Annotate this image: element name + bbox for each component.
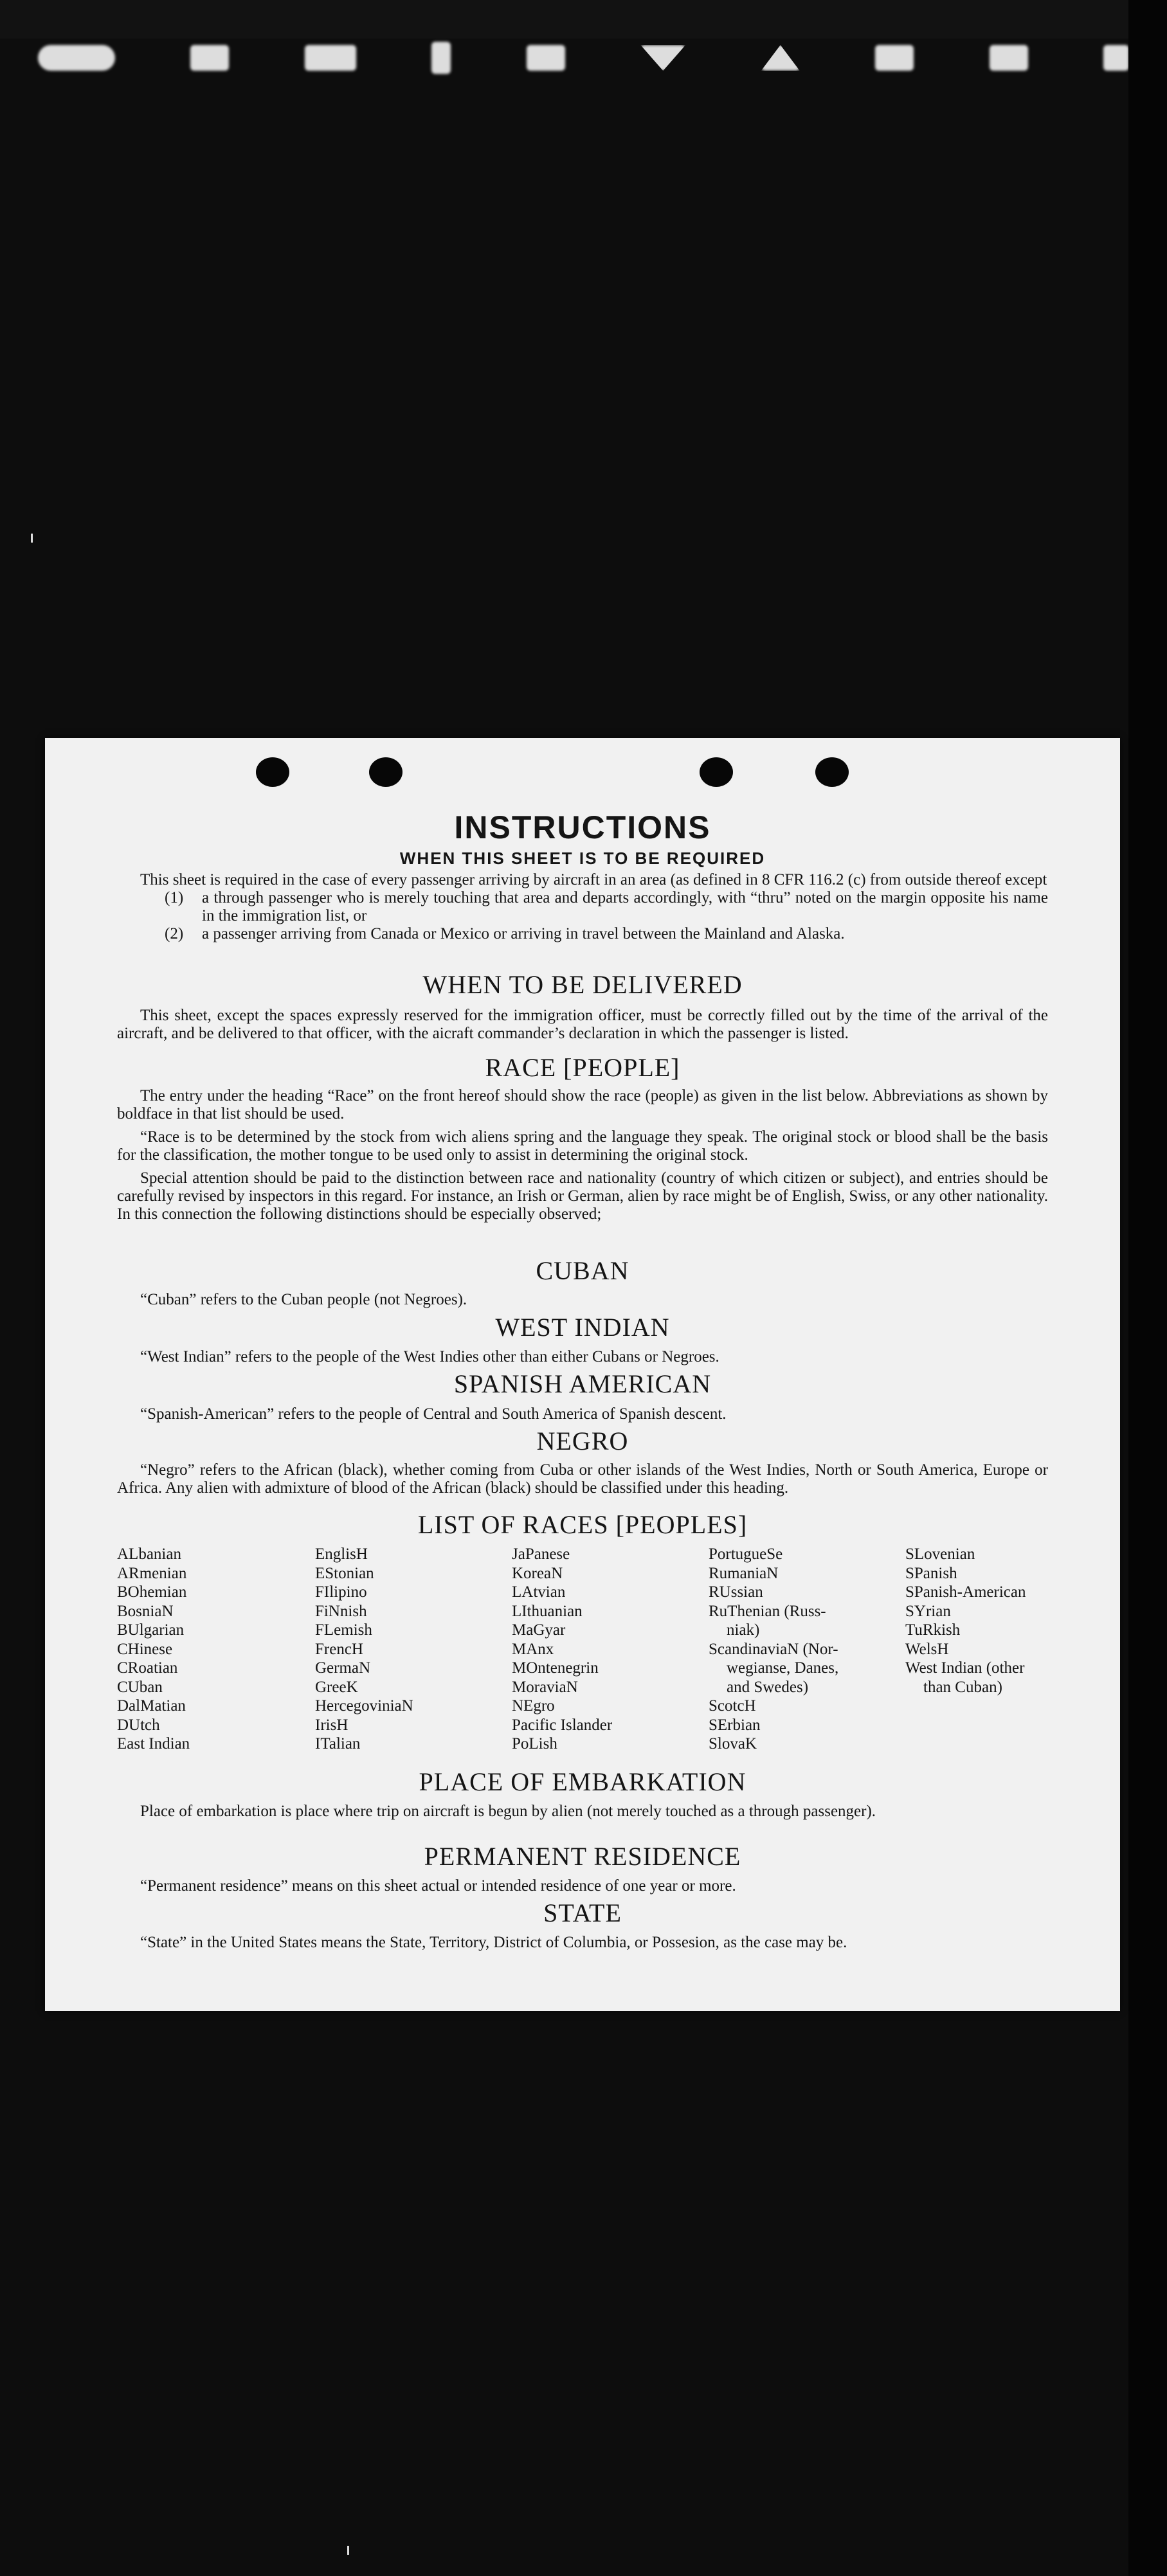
race-entry: SErbian xyxy=(709,1716,761,1734)
film-mark xyxy=(990,45,1028,71)
race-entry: SlovaK xyxy=(709,1735,757,1752)
race-entry: JaPanese xyxy=(512,1545,570,1563)
race-entry: ScotcH xyxy=(709,1697,756,1715)
exception-number: (1) xyxy=(165,889,184,906)
race-entry: BosniaN xyxy=(117,1602,174,1620)
race-entry-continuation: than Cuban) xyxy=(923,1678,1002,1696)
exception-text: a passenger arriving from Canada or Mexico or arriving in travel between the Mainland and Alaska. xyxy=(202,925,845,942)
film-mark xyxy=(305,45,356,71)
film-mark xyxy=(527,45,565,71)
instructions-title: INSTRUCTIONS xyxy=(454,809,711,845)
races-list-heading: LIST OF RACES [PEOPLES] xyxy=(417,1510,748,1539)
race-entry: RUssian xyxy=(709,1583,763,1601)
race-paragraph: The entry under the heading “Race” on the front hereof should show the race (people) as given in the list below. Abbreviations as shown by boldface in that list should be used. xyxy=(117,1087,1048,1122)
race-entry: MaGyar xyxy=(512,1621,566,1639)
instructions-subtitle: WHEN THIS SHEET IS TO BE REQUIRED xyxy=(399,849,766,868)
race-paragraph: Special attention should be paid to the distinction between race and nationality (country of which citizen or subject), and entries should be carefully revised by inspectors in this regard. For instance, an Irish or German, alien by race might be of English, Swiss, or any other nationality. In this connection the following distinctions should be especially observed; xyxy=(117,1169,1048,1223)
race-entry: SLovenian xyxy=(905,1545,975,1563)
negro-section xyxy=(117,1461,1048,1497)
races-column xyxy=(315,1545,512,1754)
race-entry: PortugueSe xyxy=(709,1545,783,1563)
embarkation-heading: PLACE OF EMBARKATION xyxy=(419,1767,746,1796)
race-entry: ScandinaviaN (Nor- xyxy=(709,1640,838,1658)
when-delivered-heading: WHEN TO BE DELIVERED xyxy=(422,970,743,999)
race-entry: FrencH xyxy=(315,1640,363,1658)
film-mark xyxy=(431,42,451,74)
punch-hole xyxy=(815,757,849,787)
race-entry: EStonian xyxy=(315,1564,374,1582)
embarkation-section xyxy=(117,1803,1048,1821)
when-delivered-section xyxy=(117,1007,1048,1043)
film-scratch xyxy=(31,534,33,543)
race-entry: FLemish xyxy=(315,1621,372,1639)
film-mark xyxy=(761,45,800,71)
punch-hole xyxy=(256,757,289,787)
race-entry: Pacific Islander xyxy=(512,1716,613,1734)
race-entry: WelsH xyxy=(905,1640,949,1658)
race-entry: CHinese xyxy=(117,1640,173,1658)
punch-hole xyxy=(700,757,733,787)
race-entry-continuation: wegianse, Danes, xyxy=(727,1659,839,1677)
punch-hole xyxy=(369,757,403,787)
west-indian-heading: WEST INDIAN xyxy=(495,1313,670,1342)
race-entry: SPanish xyxy=(905,1564,957,1582)
spanish-american-section xyxy=(117,1405,1048,1423)
film-mark xyxy=(38,45,115,71)
spanish-american-heading: SPANISH AMERICAN xyxy=(453,1369,712,1398)
races-column xyxy=(117,1545,315,1754)
race-entry: GreeK xyxy=(315,1678,358,1696)
race-entry: DalMatian xyxy=(117,1697,186,1715)
races-column xyxy=(905,1545,1060,1754)
instruction-sheet xyxy=(45,738,1120,2011)
film-edge-markings xyxy=(0,19,1167,96)
cuban-section xyxy=(117,1291,1048,1309)
when-delivered-text: This sheet, except the spaces expressly reserved for the immigration officer, must be correctly filled out by the time of the arrival of the aircraft, and be delivered to that officer, with the aicraft commander’s declaration in which the passenger is listed. xyxy=(117,1007,1048,1042)
race-entry: DUtch xyxy=(117,1716,160,1734)
cuban-heading: CUBAN xyxy=(536,1256,629,1285)
exception-number: (2) xyxy=(165,925,184,942)
race-entry: TuRkish xyxy=(905,1621,961,1639)
race-entry: FiNnish xyxy=(315,1602,367,1620)
race-entry: MAnx xyxy=(512,1640,554,1658)
spanish-american-text: “Spanish-American” refers to the people of Central and South America of Spanish descent. xyxy=(140,1405,727,1423)
race-entry: BUlgarian xyxy=(117,1621,185,1639)
race-entry: PoLish xyxy=(512,1735,557,1752)
race-entry: ARmenian xyxy=(117,1564,187,1582)
race-paragraph: “Race is to be determined by the stock from wich aliens spring and the language they speak. The original stock or blood shall be the basis for the classification, the mother tongue to be used only to assist in determining the original stock. xyxy=(117,1128,1048,1164)
negro-text: “Negro” refers to the African (black), whether coming from Cuba or other islands of the West Indies, North or South America, Europe or Africa. Any alien with admixture of blood of the African (black) should be classified under this heading. xyxy=(117,1461,1048,1497)
race-section xyxy=(117,1087,1048,1223)
state-heading: STATE xyxy=(543,1898,622,1927)
race-entry: EnglisH xyxy=(315,1545,368,1563)
residence-text: “Permanent residence” means on this sheet actual or intended residence of one year or more. xyxy=(140,1877,736,1895)
negro-heading: NEGRO xyxy=(536,1427,629,1455)
west-indian-text: “West Indian” refers to the people of the West Indies other than either Cubans or Negroes. xyxy=(140,1348,719,1365)
race-entry: BOhemian xyxy=(117,1583,187,1601)
race-entry: SYrian xyxy=(905,1602,951,1620)
races-list xyxy=(117,1545,1062,1754)
exception-item xyxy=(117,925,1048,943)
race-heading: RACE [PEOPLE] xyxy=(485,1053,680,1082)
film-right-edge xyxy=(1128,0,1167,2576)
instructions-body xyxy=(117,871,1048,943)
film-mark xyxy=(640,45,685,71)
exception-text: a through passenger who is merely touching that area and departs accordingly, with “thru” noted on the margin opposite his name in the immigration list, or xyxy=(202,889,1048,924)
cuban-text: “Cuban” refers to the Cuban people (not Negroes). xyxy=(140,1291,467,1308)
race-entry: IrisH xyxy=(315,1716,348,1734)
film-mark xyxy=(190,45,229,71)
race-entry: RumaniaN xyxy=(709,1564,779,1582)
race-entry: ALbanian xyxy=(117,1545,181,1563)
instructions-intro: This sheet is required in the case of every passenger arriving by aircraft in an area (as defined in 8 CFR 116.2 (c) from outside thereof except xyxy=(140,871,1047,888)
race-entry: ITalian xyxy=(315,1735,361,1752)
film-mark xyxy=(1103,45,1129,71)
race-entry: RuThenian (Russ- xyxy=(709,1602,826,1620)
race-entry: GermaN xyxy=(315,1659,371,1677)
race-entry: KoreaN xyxy=(512,1564,563,1582)
residence-section xyxy=(117,1877,1048,1895)
race-entry: West Indian (other xyxy=(905,1659,1025,1677)
race-entry: CUban xyxy=(117,1678,163,1696)
race-entry-continuation: niak) xyxy=(727,1621,760,1639)
race-entry: East Indian xyxy=(117,1735,190,1752)
exception-item xyxy=(117,889,1048,925)
races-column xyxy=(709,1545,905,1754)
race-entry: LAtvian xyxy=(512,1583,566,1601)
race-entry: MoraviaN xyxy=(512,1678,578,1696)
race-entry: SPanish-American xyxy=(905,1583,1026,1601)
race-entry: FIlipino xyxy=(315,1583,367,1601)
race-entry: HercegoviniaN xyxy=(315,1697,413,1715)
race-entry: CRoatian xyxy=(117,1659,178,1677)
embarkation-text: Place of embarkation is place where trip on aircraft is begun by alien (not merely touched as a through passenger). xyxy=(140,1803,876,1820)
state-section xyxy=(117,1934,1048,1952)
race-entry: NEgro xyxy=(512,1697,555,1715)
west-indian-section xyxy=(117,1348,1048,1366)
race-entry: MOntenegrin xyxy=(512,1659,599,1677)
state-text: “State” in the United States means the State, Territory, District of Columbia, or Possesion, as the case may be. xyxy=(140,1934,847,1951)
film-scratch xyxy=(347,2546,349,2555)
race-entry: LIthuanian xyxy=(512,1602,583,1620)
races-column xyxy=(512,1545,709,1754)
race-entry-continuation: and Swedes) xyxy=(727,1678,809,1696)
film-mark xyxy=(875,45,914,71)
residence-heading: PERMANENT RESIDENCE xyxy=(424,1842,741,1871)
